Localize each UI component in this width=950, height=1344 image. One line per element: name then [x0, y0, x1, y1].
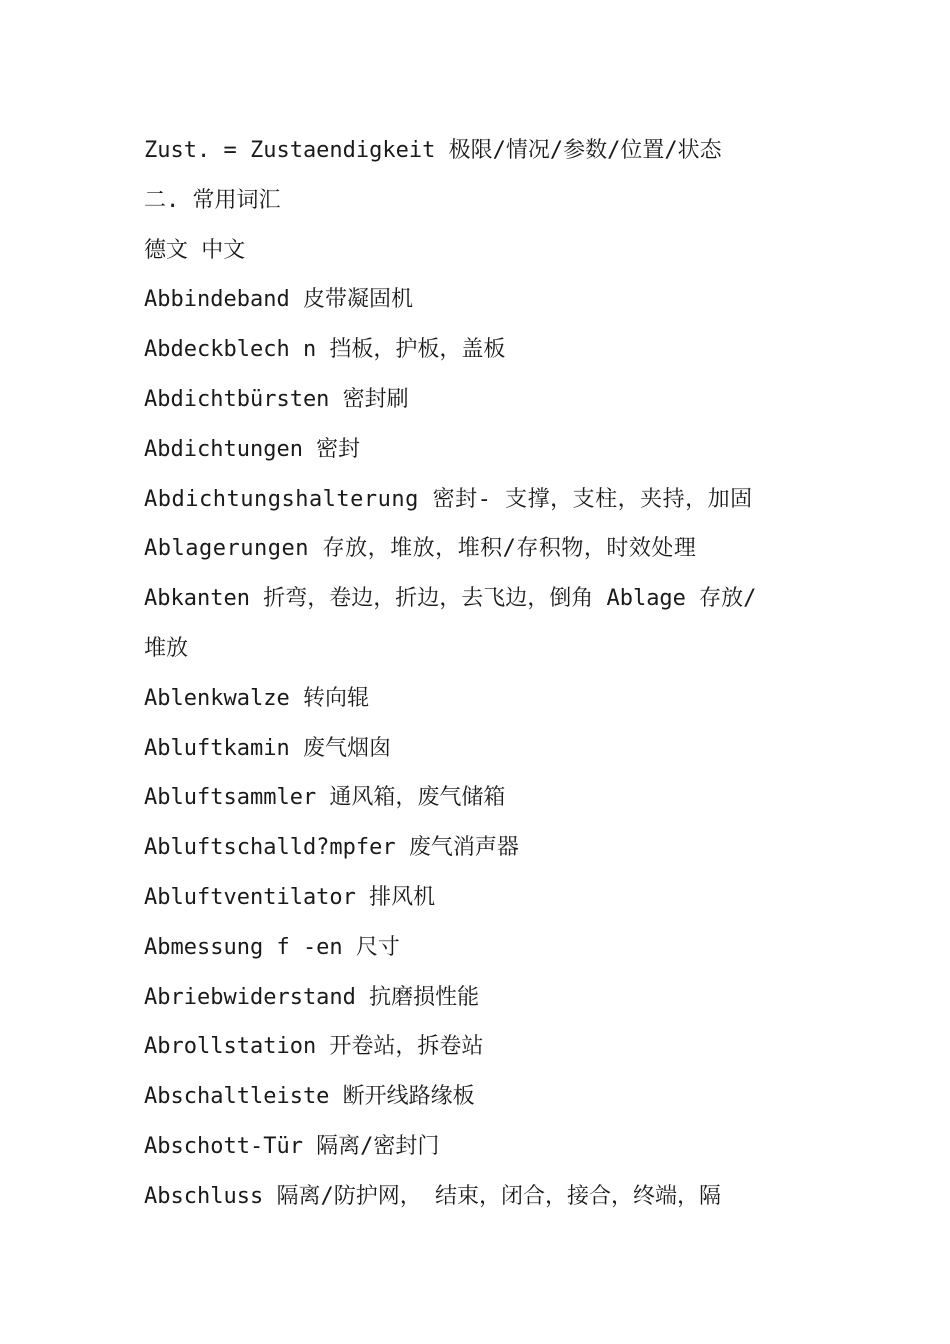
- section-heading: 二. 常用词汇: [144, 187, 281, 213]
- vocabulary-entry: Abluftschalld?mpfer 废气消声器: [144, 835, 519, 861]
- vocabulary-entry-continuation: 堆放: [144, 635, 189, 661]
- vocabulary-entry: Ablagerungen 存放，堆放，堆积/存积物，时效处理: [144, 536, 697, 562]
- vocabulary-entry: Abschluss 隔离/防护网， 结束，闭合，接合，终端，隔: [144, 1183, 721, 1209]
- vocabulary-entry: Abschott-Tür 隔离/密封门: [144, 1133, 440, 1159]
- document-body: [144, 126, 814, 1222]
- column-header-line: 德文 中文: [144, 237, 246, 263]
- vocabulary-entry: Abluftkamin 废气烟囱: [144, 735, 391, 761]
- vocabulary-entry: Abschaltleiste 断开线路缘板: [144, 1084, 475, 1110]
- vocabulary-entry: Abmessung f -en 尺寸: [144, 934, 400, 960]
- vocabulary-entry: Ablenkwalze 转向辊: [144, 685, 369, 711]
- vocabulary-entry: Abkanten 折弯，卷边，折边，去飞边，倒角 Ablage 存放/: [144, 586, 757, 612]
- vocabulary-entry: Abdichtungen 密封: [144, 436, 361, 462]
- vocabulary-entry: Abdichtungshalterung 密封- 支撑，支柱，夹持，加固: [144, 486, 753, 512]
- vocabulary-entry: Abrollstation 开卷站，拆卷站: [144, 1034, 484, 1060]
- vocabulary-entry: Abluftsammler 通风箱，废气储箱: [144, 785, 506, 811]
- vocabulary-entry: Abdeckblech n 挡板，护板，盖板: [144, 337, 506, 363]
- text-line: Zust. = Zustaendigkeit 极限/情况/参数/位置/状态: [144, 138, 722, 163]
- vocabulary-entry: Abluftventilator 排风机: [144, 884, 436, 910]
- vocabulary-entry: Abdichtbürsten 密封刷: [144, 386, 409, 412]
- vocabulary-entry: Abbindeband 皮带凝固机: [144, 287, 413, 313]
- vocabulary-entry: Abriebwiderstand 抗磨损性能: [144, 984, 480, 1010]
